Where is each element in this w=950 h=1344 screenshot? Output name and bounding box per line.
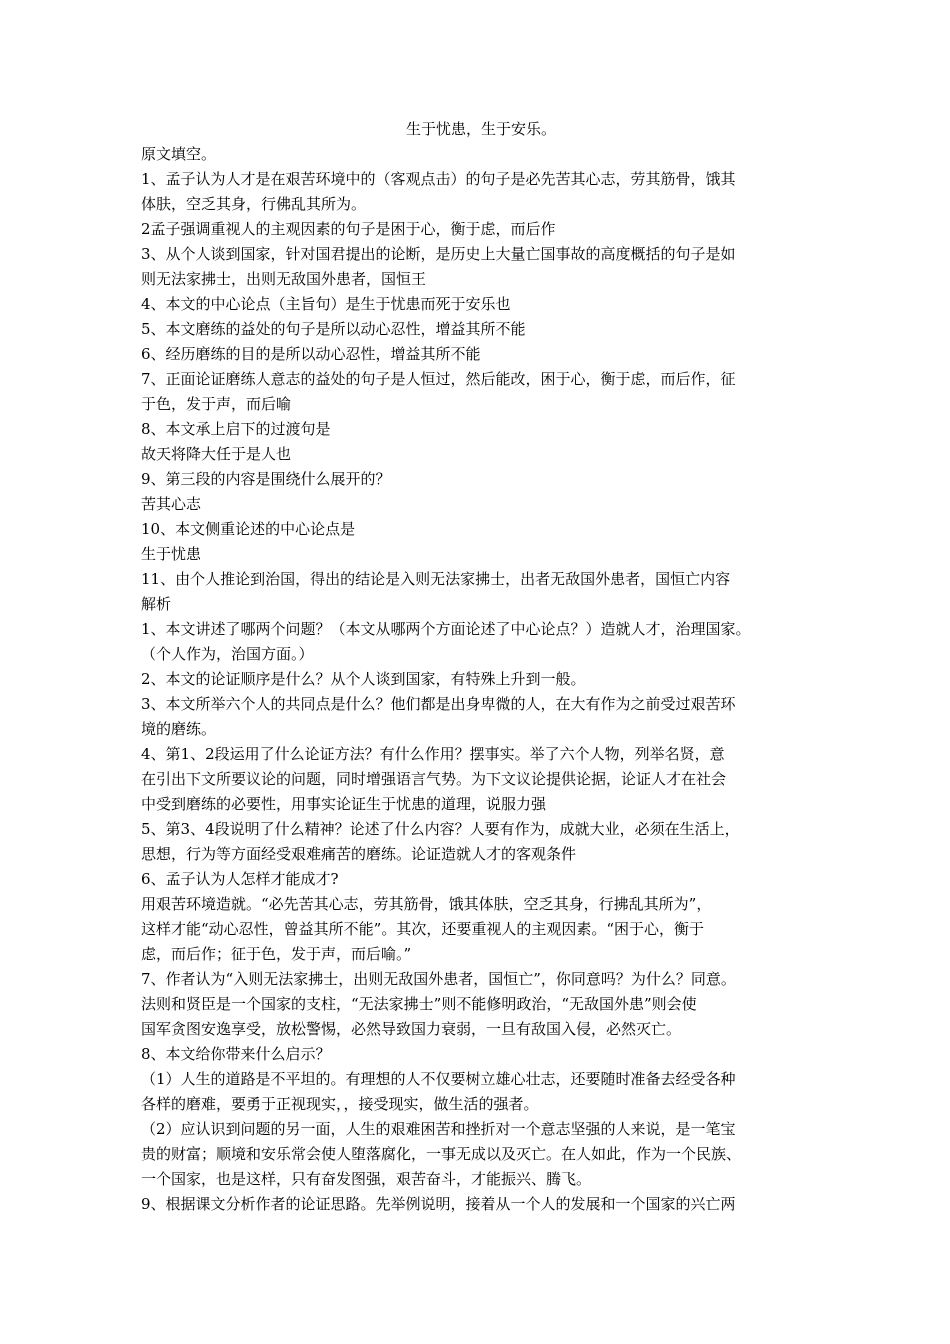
text-line: 3、从个人谈到国家，针对国君提出的论断，是历史上大量亡国事故的高度概括的句子是如 — [141, 245, 736, 263]
text-line: 11、由个人推论到治国，得出的结论是入则无法家拂士，出者无敌国外患者，国恒亡内容 — [141, 570, 731, 588]
text-line: 9、第三段的内容是围绕什么展开的？ — [141, 470, 391, 488]
text-line: 8、本文承上启下的过渡句是 — [141, 420, 331, 438]
text-line: 原文填空。 — [141, 145, 217, 163]
text-line: 4、第1、2段运用了什么论证方法？有什么作用？摆事实。举了六个人物，列举名贤，意 — [141, 745, 725, 763]
text-line: 2、本文的论证顺序是什么？从个人谈到国家，有特殊上升到一般。 — [141, 670, 586, 688]
text-line: 贵的财富；顺境和安乐常会使人堕落腐化，一事无成以及灭亡。在人如此，作为一个民族、 — [141, 1145, 742, 1163]
text-line: 9、根据课文分析作者的论证思路。先举例说明，接着从一个人的发展和一个国家的兴亡两 — [141, 1195, 736, 1213]
text-line: 则无法家拂士，出则无敌国外患者，国恒王 — [141, 270, 427, 288]
text-line: 体肤，空乏其身，行佛乱其所为。 — [141, 195, 367, 213]
text-line: 于色，发于声，而后喻 — [141, 395, 292, 413]
text-line: 4、本文的中心论点（主旨句）是生于忧患而死于安乐也 — [141, 295, 511, 313]
document-page — [141, 118, 821, 1217]
text-line: （个人作为，治国方面。） — [141, 645, 314, 663]
text-line: （2）应认识到问题的另一面，人生的艰难困苦和挫折对一个意志坚强的人来说，是一笔宝 — [141, 1120, 736, 1138]
text-line: 这样才能“动心忍性，曾益其所不能”。其次，还要重视人的主观因素。“困于心，衡于 — [141, 920, 705, 938]
text-line: 一个国家，也是这样，只有奋发图强，艰苦奋斗，才能振兴、腾飞。 — [141, 1170, 592, 1188]
text-line: 苦其心志 — [141, 495, 202, 513]
document-title: 生于忧患，生于安乐。 — [405, 120, 556, 138]
text-line: 3、本文所举六个人的共同点是什么？他们都是出身卑微的人，在大有作为之前受过艰苦环 — [141, 695, 736, 713]
text-line: 1、本文讲述了哪两个问题？（本文从哪两个方面论述了中心论点？）造就人才，治理国家。 — [141, 620, 751, 638]
text-line: 国军贪图安逸享受，放松警惕，必然导致国力衰弱，一旦有敌国入侵，必然灭亡。 — [141, 1020, 682, 1038]
text-line: 境的磨练。 — [141, 720, 217, 738]
text-line: 在引出下文所要议论的问题，同时增强语言气势。为下文议论提供论据，论证人才在社会 — [141, 770, 727, 788]
text-line: 中受到磨练的必要性，用事实论证生于忧患的道理，说服力强 — [141, 795, 547, 813]
text-line: 5、第3、4段说明了什么精神？论述了什么内容？人要有作为，成就大业，必须在生活上， — [141, 820, 740, 838]
text-line: 法则和贤臣是一个国家的支柱，“无法家拂士”则不能修明政治，“无敌国外患”则会使 — [141, 995, 697, 1013]
text-line: 6、经历磨练的目的是所以动心忍性，增益其所不能 — [141, 345, 481, 363]
text-line: 故天将降大任于是人也 — [141, 445, 292, 463]
text-line: 1、孟子认为人才是在艰苦环境中的（客观点击）的句子是必先苦其心志，劳其筋骨，饿其 — [141, 170, 736, 188]
text-line: 解析 — [141, 595, 172, 613]
text-line: 虑，而后作；征于色，发于声，而后喻。” — [141, 945, 412, 963]
document-body — [141, 142, 821, 1217]
text-line: 7、正面论证磨练人意志的益处的句子是人恒过，然后能改，困于心，衡于虑，而后作，征 — [141, 370, 736, 388]
text-line: 10、本文侧重论述的中心论点是 — [141, 520, 356, 538]
text-line: 各样的磨难，要勇于正视现实，，接受现实，做生活的强者。 — [141, 1095, 539, 1113]
text-line: 2孟子强调重视人的主观因素的句子是困于心，衡于虑，而后作 — [141, 220, 556, 238]
text-line: 7、作者认为“入则无法家拂士，出则无敌国外患者，国恒亡”，你同意吗？为什么？同意。 — [141, 970, 736, 988]
text-line: 用艰苦环境造就。“必先苦其心志，劳其筋骨，饿其体肤，空乏其身，行拂乱其所为”， — [141, 895, 712, 913]
text-line: 思想，行为等方面经受艰难痛苦的磨练。论证造就人才的客观条件 — [141, 845, 577, 863]
text-line: 8、本文给你带来什么启示？ — [141, 1045, 331, 1063]
text-line: 生于忧患 — [141, 545, 202, 563]
text-line: 6、孟子认为人怎样才能成才? — [141, 870, 339, 888]
text-line: 5、本文磨练的益处的句子是所以动心忍性，增益其所不能 — [141, 320, 526, 338]
text-line: （1）人生的道路是不平坦的。有理想的人不仅要树立雄心壮志，还要随时准备去经受各种 — [141, 1070, 736, 1088]
